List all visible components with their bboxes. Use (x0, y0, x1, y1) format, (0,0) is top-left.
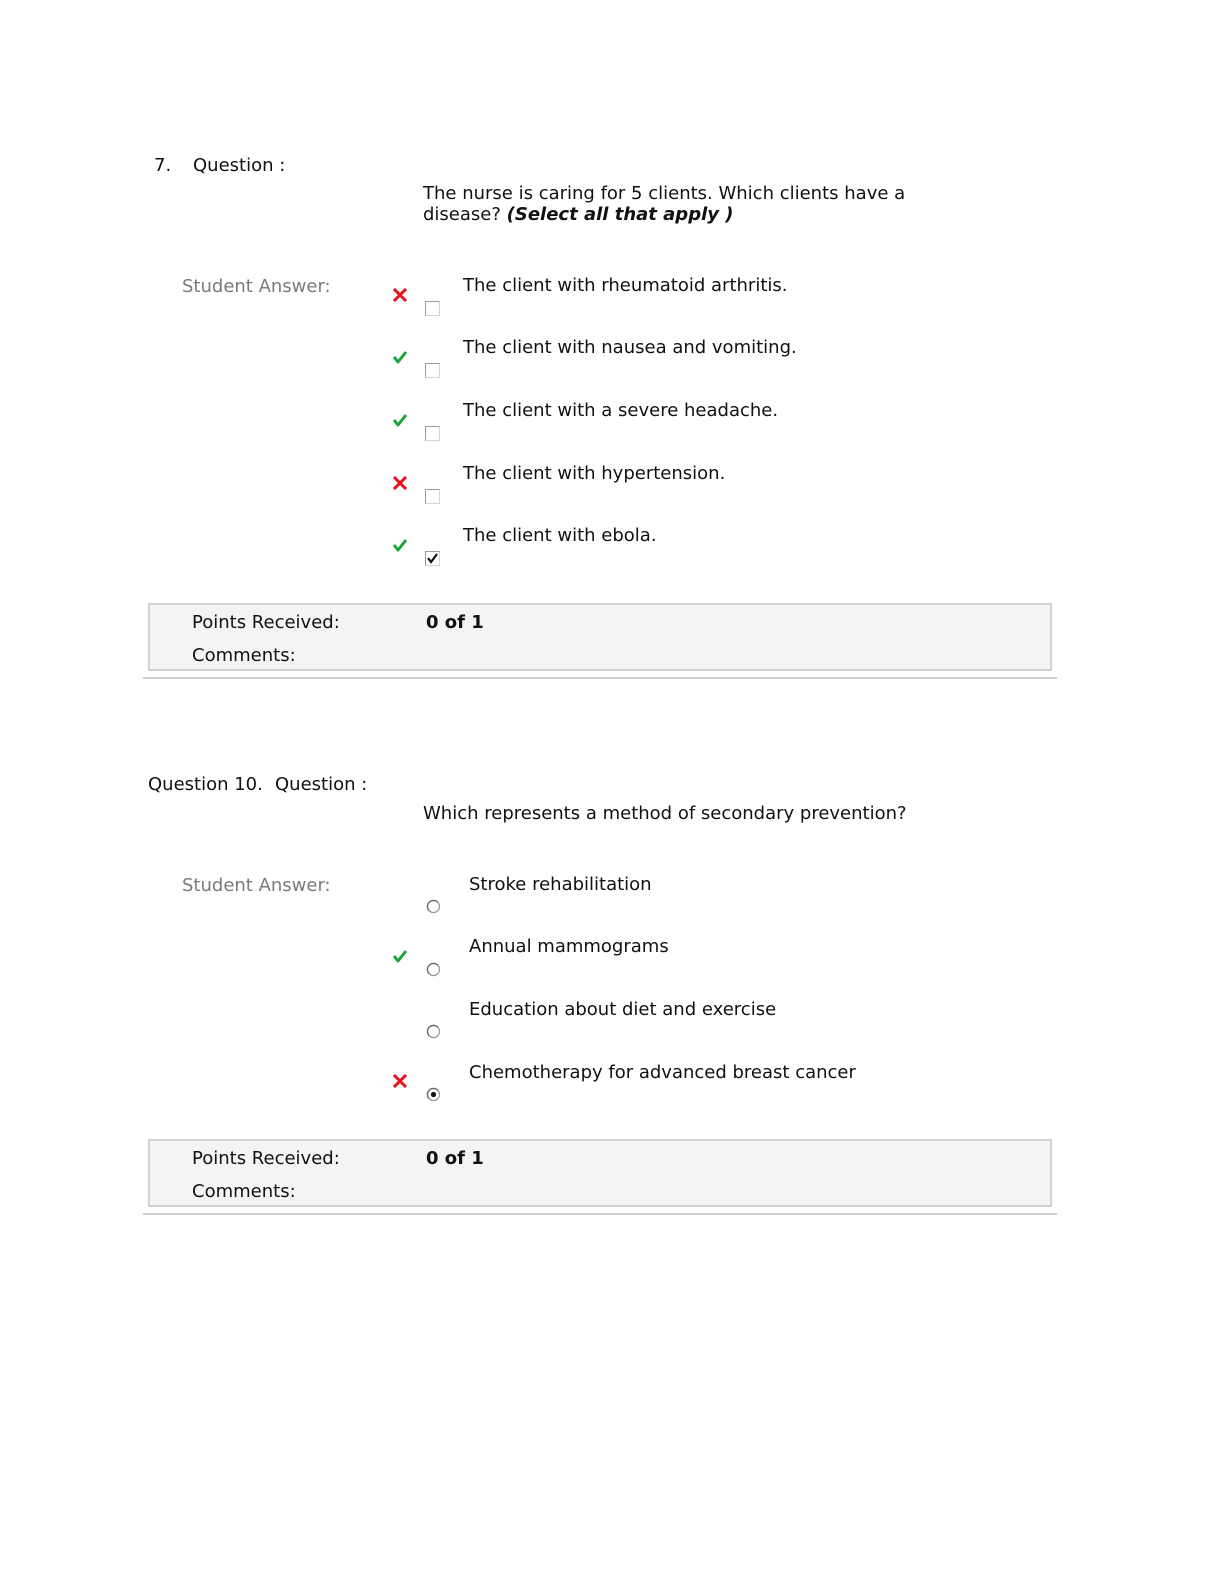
option-checkbox[interactable] (425, 301, 440, 316)
option-radio-selected[interactable] (426, 1087, 441, 1102)
option-label: Education about diet and exercise (469, 999, 777, 1020)
check-icon (392, 948, 408, 964)
check-icon (392, 412, 408, 428)
points-received-label: Points Received: (192, 1148, 340, 1169)
comments-label: Comments: (192, 1181, 296, 1202)
option-checkbox-checked[interactable] (425, 551, 440, 566)
checkmark-icon (426, 552, 439, 565)
option-radio[interactable] (426, 899, 441, 914)
student-answer-label: Student Answer: (182, 276, 331, 297)
question-heading: Question : (193, 155, 286, 176)
option-label: The client with ebola. (463, 525, 657, 546)
question-prompt-text: The nurse is caring for 5 clients. Which clients have a disease? (423, 183, 906, 225)
option-label: Stroke rehabilitation (469, 874, 652, 895)
option-label: Chemotherapy for advanced breast cancer (469, 1062, 856, 1083)
check-icon (392, 537, 408, 553)
points-received-value: 0 of 1 (426, 1148, 484, 1169)
points-received-label: Points Received: (192, 612, 340, 633)
option-checkbox[interactable] (425, 363, 440, 378)
cross-icon (392, 287, 408, 303)
option-label: The client with nausea and vomiting. (463, 337, 797, 358)
cross-icon (392, 475, 408, 491)
option-label: Annual mammograms (469, 936, 669, 957)
divider (143, 1213, 1057, 1215)
student-answer-label: Student Answer: (182, 875, 331, 896)
points-panel (148, 603, 1052, 671)
check-icon (392, 349, 408, 365)
option-checkbox[interactable] (425, 426, 440, 441)
points-received-value: 0 of 1 (426, 612, 484, 633)
divider (143, 677, 1057, 679)
option-radio[interactable] (426, 1024, 441, 1039)
question-heading: Question : (275, 774, 368, 795)
question-prompt-emphasis: (Select all that apply ) (506, 204, 734, 225)
comments-label: Comments: (192, 645, 296, 666)
option-checkbox[interactable] (425, 489, 440, 504)
question-prompt-text: Which represents a method of secondary prevention? (423, 803, 907, 824)
points-panel (148, 1139, 1052, 1207)
question-number: Question 10. (148, 774, 263, 795)
question-prompt (423, 803, 943, 824)
option-radio[interactable] (426, 962, 441, 977)
option-label: The client with hypertension. (463, 463, 726, 484)
option-label: The client with a severe headache. (463, 400, 779, 421)
option-label: The client with rheumatoid arthritis. (463, 275, 788, 296)
question-number: 7. (154, 155, 172, 176)
cross-icon (392, 1073, 408, 1089)
question-prompt (423, 183, 943, 225)
